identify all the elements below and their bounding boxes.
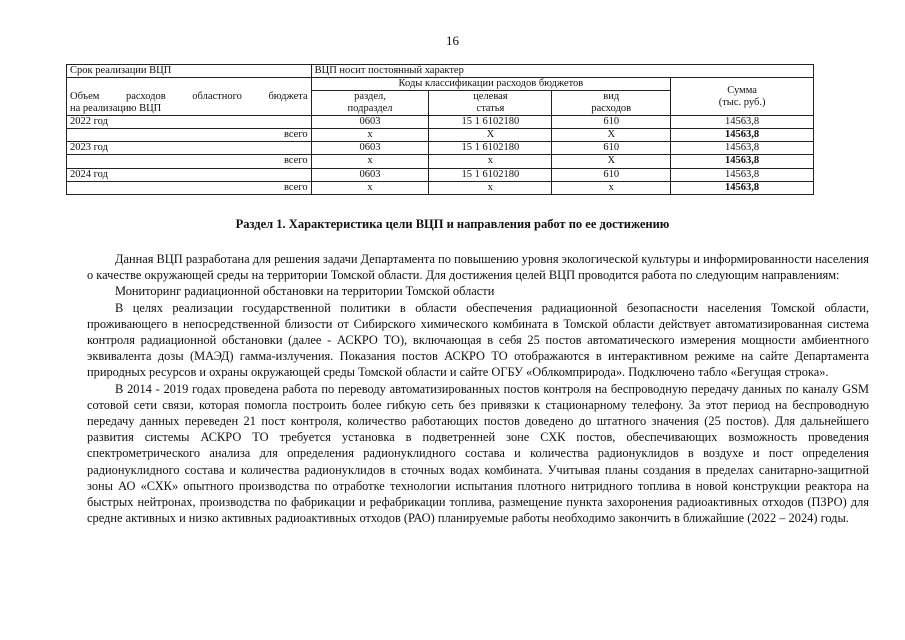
razdel-cell: x — [311, 181, 429, 194]
razdel-header-line1: раздел, — [354, 91, 386, 103]
codes-header: Коды классификации расходов бюджетов — [311, 78, 671, 91]
srok-label: Срок реализации ВЦП — [67, 65, 312, 78]
paragraph: В целях реализации государственной политики в области обеспечения радиационной безопасности населения Томской области, проживающего в непосредственной близости от Сибирского химического комбината в Томской области действует автоматизированная система контроля радиационной обстановки (далее - АСКРО ТО), включающая в себя 25 постов автоматического измерения мощности амбиентного эквивалента дозы (МАЭД) гамма-излучения. Показания постов АСКРО ТО отображаются в интерактивном режиме на сайте Департамента природных ресурсов и охраны окружающей среды Томской области и сайте ОГБУ «Облкомприрода». Подключено табло «Бегущая строка». — [87, 300, 869, 380]
razdel-header — [311, 91, 429, 116]
table-row — [67, 168, 814, 181]
paragraph: Данная ВЦП разработана для решения задачи Департамента по повышению уровня экологической культуры и информированности населения о качестве окружающей среды на территории Томской области. Для достижения целей ВЦП проводится работа по следующим направлениям: — [87, 252, 869, 283]
budget-table — [66, 64, 814, 195]
statya-cell: 15 1 6102180 — [429, 142, 552, 155]
paragraph: Мониторинг радиационной обстановки на территории Томской области — [115, 284, 495, 299]
vid-cell: x — [552, 181, 671, 194]
statya-cell: x — [429, 181, 552, 194]
razdel-cell: 0603 — [311, 168, 429, 181]
statya-header — [429, 91, 552, 116]
summa-cell: 14563,8 — [671, 142, 814, 155]
table-row — [67, 65, 814, 78]
summa-header-line1: Сумма — [727, 84, 757, 96]
page-number: 16 — [446, 33, 459, 48]
vid-header-line1: вид — [603, 91, 620, 103]
vid-cell: X — [552, 129, 671, 142]
vid-cell: 610 — [552, 168, 671, 181]
vid-cell: 610 — [552, 142, 671, 155]
row-label: 2023 год — [67, 142, 312, 155]
vid-header-line2: расходов — [591, 103, 632, 115]
row-label: всего — [67, 181, 312, 194]
row-label: всего — [67, 155, 312, 168]
table-row — [67, 155, 814, 168]
statya-header-line1: целевая — [473, 91, 508, 103]
summa-total-cell: 14563,8 — [671, 155, 814, 168]
statya-cell: X — [429, 129, 552, 142]
table-row — [67, 116, 814, 129]
statya-cell: x — [429, 155, 552, 168]
razdel-cell: x — [311, 129, 429, 142]
statya-cell: 15 1 6102180 — [429, 168, 552, 181]
row-label: 2024 год — [67, 168, 312, 181]
table-row — [67, 78, 814, 91]
body-text — [87, 251, 869, 526]
section-title: Раздел 1. Характеристика цели ВЦП и направления работ по ее достижению — [235, 217, 670, 231]
statya-header-line2: статья — [476, 103, 505, 115]
razdel-cell: x — [311, 155, 429, 168]
razdel-cell: 0603 — [311, 142, 429, 155]
table-row — [67, 181, 814, 194]
summa-header-line2: (тыс. руб.) — [718, 96, 766, 108]
razdel-header-line2: подраздел — [347, 103, 393, 115]
srok-value: ВЦП носит постоянный характер — [311, 65, 813, 78]
volume-label — [67, 78, 312, 116]
vid-header — [552, 91, 671, 116]
summa-total-cell: 14563,8 — [671, 181, 814, 194]
vid-cell: X — [552, 155, 671, 168]
paragraph: В 2014 - 2019 годах проведена работа по переводу автоматизированных постов контроля на беспроводную передачу данных по каналу GSM сотовой сети связи, которая помогла построить более гибкую сеть без привязки к стационарному телефону. За этот период на беспроводную передачу данных переведен 21 пост контроля, количество работающих постов доведено до штатного значения (25 постов). Для дальнейшего развития системы АСКРО ТО требуется установка в подветренней зоне СХК постов, обеспечивающих возможность проведения спектрометрического анализа для определения радионуклидного состава и количества радионуклидов в воздухе и пост определения радионуклидного состава и количества радионуклидов в сточных водах комбината. Учитывая планы создания в пределах санитарно-защитной зоны АО «СХК» опытного производства по отработке технологии испытания плотного нитридного топлива в новой конструкции реактора на быстрых нейтронах, производства по фабрикации и рефабрикации топлива, размещение пункта захоронения радиоактивных отходов (ПЗРО) для средне активных и низко активных радиоактивных отходов (РАО) планируемые работы необходимо закончить в ближайшие (2022 – 2024) годы. — [87, 381, 869, 526]
volume-label-line1: Объем расходов областного бюджета — [70, 91, 308, 103]
volume-label-line2: на реализацию ВЦП — [70, 103, 162, 115]
row-label: 2022 год — [67, 116, 312, 129]
summa-header — [671, 78, 814, 116]
summa-cell: 14563,8 — [671, 116, 814, 129]
razdel-cell: 0603 — [311, 116, 429, 129]
table-row — [67, 142, 814, 155]
vid-cell: 610 — [552, 116, 671, 129]
statya-cell: 15 1 6102180 — [429, 116, 552, 129]
summa-total-cell: 14563,8 — [671, 129, 814, 142]
summa-cell: 14563,8 — [671, 168, 814, 181]
table-row — [67, 129, 814, 142]
row-label: всего — [67, 129, 312, 142]
